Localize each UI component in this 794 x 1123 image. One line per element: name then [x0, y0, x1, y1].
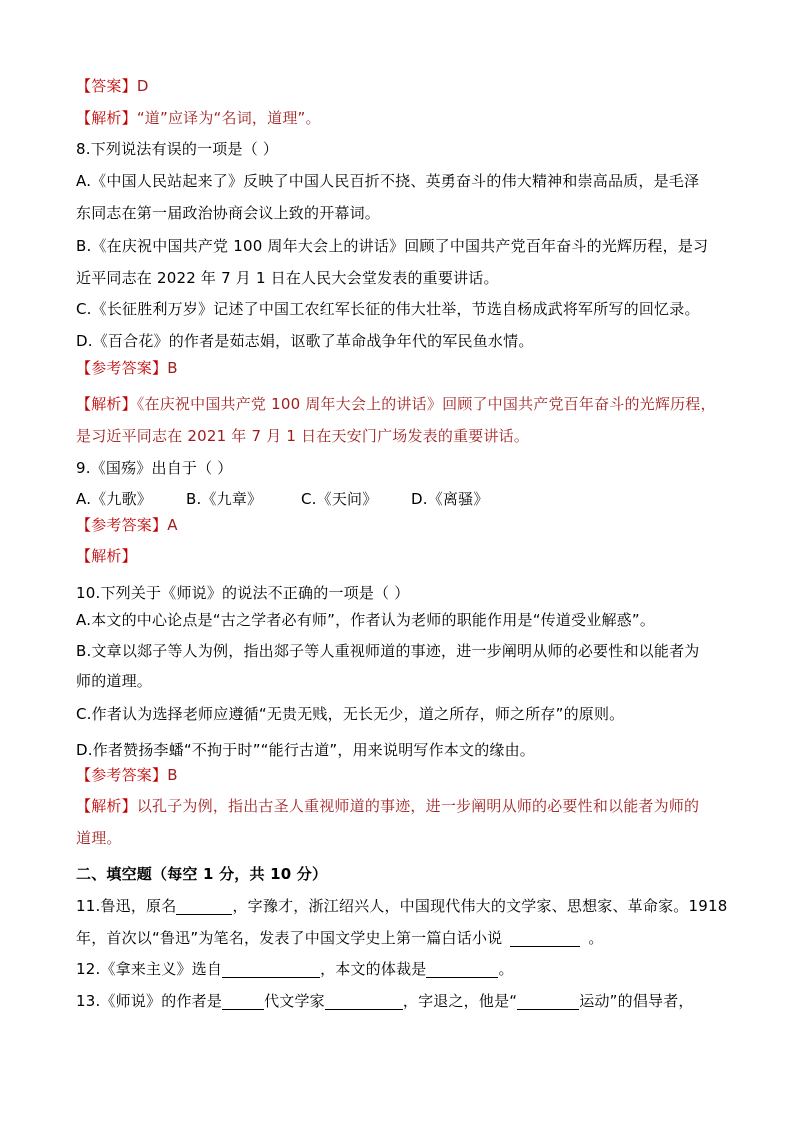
- answer-value: D: [136, 77, 149, 95]
- q9-option-c: C.《天问》: [301, 490, 378, 508]
- q11-blank-2: [510, 930, 580, 947]
- q10-answer: [76, 764, 178, 785]
- q10-analysis-line1: [76, 795, 699, 816]
- q12-text-1: 12.《拿来主义》选自: [76, 960, 223, 978]
- q11-line2: [76, 927, 604, 948]
- answer-value: B: [167, 359, 178, 377]
- q13-text-1: 13.《师说》的作者是: [76, 992, 223, 1010]
- q8-analysis-line1: [76, 393, 716, 414]
- answer-tag: 【参考答案】: [76, 766, 168, 784]
- q11-text-4: 。: [588, 929, 604, 947]
- q9-option-b: B.《九章》: [186, 490, 263, 508]
- analysis-text: 以孔子为例，指出古圣人重视师道的事迹，进一步阐明从师的必要性和以能者为师的: [136, 797, 700, 815]
- q9-option-d: D.《离骚》: [411, 490, 489, 508]
- q8-option-d: D.《百合花》的作者是茹志娟，讴歌了革命战争年代的军民鱼水情。: [76, 332, 534, 350]
- analysis-tag: 【解析】: [76, 797, 137, 815]
- q10-option-c: C.作者认为选择老师应遵循“无贵无贱，无长无少，道之所存，师之所存”的原则。: [76, 705, 625, 723]
- q11-text-2: ，字豫才，浙江绍兴人，中国现代伟大的文学家、思想家、革命家。1918: [232, 897, 728, 915]
- q7-answer: [76, 75, 149, 96]
- q7-analysis: [76, 107, 321, 128]
- q13-blank-3: [517, 993, 579, 1010]
- answer-tag: 【答案】: [76, 77, 137, 95]
- q8-answer: [76, 357, 178, 378]
- q9-stem: 9.《国殇》出自于（ ）: [76, 459, 233, 477]
- analysis-text: “道”应译为“名词，道理”。: [136, 109, 321, 127]
- analysis-tag: 【解析】: [76, 109, 137, 127]
- answer-value: A: [167, 516, 178, 534]
- q9-option-a: A.《九歌》: [76, 490, 152, 508]
- q13-blank-2: [325, 993, 403, 1010]
- answer-value: B: [167, 766, 178, 784]
- q9-analysis: [76, 545, 137, 566]
- section-title: 二、填空题（每空 1 分，共 10 分）: [76, 865, 328, 883]
- q13-text-3: ，字退之，他是“: [402, 992, 518, 1010]
- q8-option-b-line2: 近平同志在 2022 年 7 月 1 日在人民大会堂发表的重要讲话。: [76, 269, 499, 287]
- q8-option-b-line1: B.《在庆祝中国共产党 100 周年大会上的讲话》回顾了中国共产党百年奋斗的光辉历程，是习: [76, 237, 709, 255]
- q13-text-4: 运动”的倡导者，: [579, 992, 694, 1010]
- q10-stem: 10.下列关于《师说》的说法不正确的一项是（ ）: [76, 584, 410, 602]
- q8-analysis-line2: 是习近平同志在 2021 年 7 月 1 日在天安门广场发表的重要讲话。: [76, 427, 530, 445]
- q11-line1: [76, 895, 727, 916]
- q9-answer: [76, 514, 178, 535]
- q8-option-a-line2: 东同志在第一届政治协商会议上致的开幕词。: [76, 204, 381, 222]
- analysis-tag: 【解析】: [76, 395, 137, 413]
- answer-tag: 【参考答案】: [76, 516, 168, 534]
- q10-option-a: A.本文的中心论点是“古之学者必有师”，作者认为老师的职能作用是“传道受业解惑”。: [76, 611, 656, 629]
- analysis-tag: 【解析】: [76, 547, 137, 565]
- q10-option-d: D.作者赞扬李蟠“不拘于时”“能行古道”，用来说明写作本文的缘由。: [76, 741, 536, 759]
- q13-line: [76, 990, 694, 1011]
- q12-text-3: 。: [498, 960, 514, 978]
- q8-option-c: C.《长征胜利万岁》记述了中国工农红军长征的伟大壮举，节选自杨成武将军所写的回忆录。: [76, 300, 700, 318]
- analysis-text: 《在庆祝中国共产党 100 周年大会上的讲话》回顾了中国共产党百年奋斗的光辉历程，: [136, 395, 716, 413]
- q11-text-3: 年，首次以“鲁迅”为笔名，发表了中国文学史上第一篇白话小说: [76, 929, 503, 947]
- q8-option-a-line1: A.《中国人民站起来了》反映了中国人民百折不挠、英勇奋斗的伟大精神和崇高品质，是毛泽: [76, 172, 700, 190]
- q12-text-2: ，本文的体裁是: [320, 960, 427, 978]
- answer-tag: 【参考答案】: [76, 359, 168, 377]
- q10-option-b-line1: B.文章以郯子等人为例，指出郯子等人重视师道的事迹，进一步阐明从师的必要性和以能者为: [76, 642, 700, 660]
- q10-option-b-line2: 师的道理。: [76, 672, 153, 690]
- q11-text-1: 11.鲁迅，原名: [76, 897, 177, 915]
- q13-text-2: 代文学家: [264, 992, 325, 1010]
- q9-options: [76, 488, 489, 509]
- q12-blank-1: [222, 961, 320, 978]
- q10-analysis-line2: 道理。: [76, 829, 122, 847]
- q11-blank-1: [176, 898, 232, 915]
- q8-stem: 8.下列说法有误的一项是（ ）: [76, 140, 279, 158]
- q12-line: [76, 958, 514, 979]
- q13-blank-1: [222, 993, 264, 1010]
- q12-blank-2: [426, 961, 498, 978]
